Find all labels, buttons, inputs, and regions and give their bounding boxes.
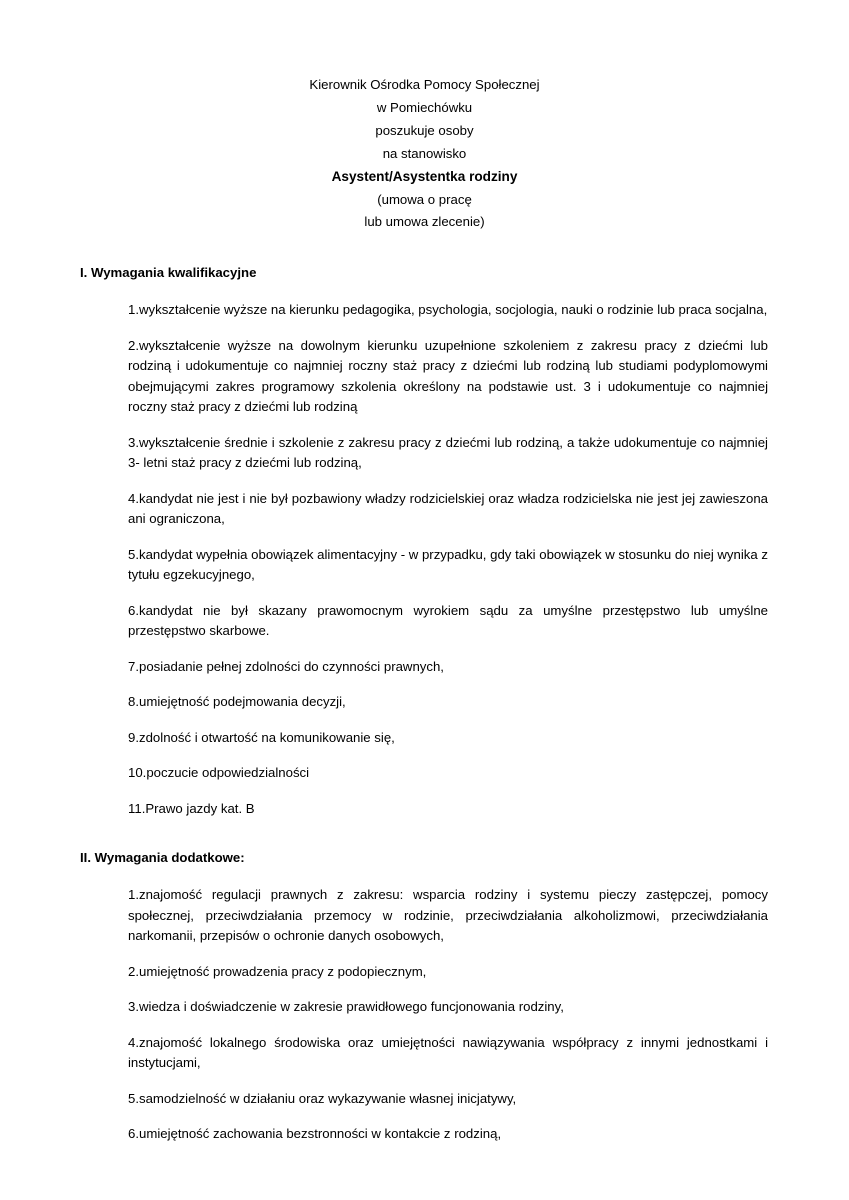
header-line-6: (umowa o pracę [377,191,472,207]
section-qualification-requirements [0,264,849,819]
requirement-item: 4.kandydat nie jest i nie był pozbawiony władzy rodzicielskiej oraz władza rodzicielska nie jest jej zawieszona ani ograniczona, [128,490,768,527]
header-line-7: lub umowa zlecenie) [364,214,485,230]
requirement-item: 10.poczucie odpowiedzialności [128,765,310,781]
requirement-item: 3.wiedza i doświadczenie w zakresie prawidłowego funcjonowania rodziny, [128,999,564,1015]
qualification-requirements-list [0,300,849,819]
requirement-item: 6.kandydat nie był skazany prawomocnym wyrokiem sądu za umyślne przestępstwo lub umyślne przestępstwo skarbowe. [128,602,768,639]
requirement-item: 6.umiejętność zachowania bezstronności w kontakcie z rodziną, [128,1126,502,1142]
document-header [0,74,849,234]
header-line-4: na stanowisko [382,145,467,161]
requirement-item: 4.znajomość lokalnego środowiska oraz umiejętności nawiązywania współpracy z innymi jednostkami i instytucjami, [128,1034,768,1071]
requirement-item: 8.umiejętność podejmowania decyzji, [128,694,346,710]
section-additional-requirements [0,849,849,1145]
header-line-2: w Pomiechówku [376,99,473,115]
requirement-item: 11.Prawo jazdy kat. B [128,800,255,816]
requirement-item: 5.samodzielność w działaniu oraz wykazywanie własnej inicjatywy, [128,1090,517,1106]
additional-requirements-list [0,885,849,1145]
requirement-item: 5.kandydat wypełnia obowiązek alimentacyjny - w przypadku, gdy taki obowiązek w stosunku do niej wynika z tytułu egzekucyjnego, [128,546,768,583]
requirement-item: 1.wykształcenie wyższe na kierunku pedagogika, psychologia, socjologia, nauki o rodzinie lub praca socjalna, [128,302,768,318]
header-line-1: Kierownik Ośrodka Pomocy Społecznej [309,77,540,92]
requirement-item: 2.umiejętność prowadzenia pracy z podopiecznym, [128,963,427,979]
requirement-item: 3.wykształcenie średnie i szkolenie z zakresu pracy z dziećmi lub rodziną, a także udokumentuje co najmniej 3- letni staż pracy z dziećmi lub rodziną, [128,434,768,471]
header-line-3: poszukuje osoby [375,122,474,138]
requirement-item: 1.znajomość regulacji prawnych z zakresu: wsparcia rodziny i systemu pieczy zastępczej, pomocy społecznej, przeciwdziałania przemocy w rodzinie, przeciwdziałania alkoholizmowi, przeciwdziałania narkomanii, przepisów o ochronie danych osobowych, [128,887,768,944]
requirement-item: 2.wykształcenie wyższe na dowolnym kierunku uzupełnione szkoleniem z zakresu pracy z dziećmi lub rodziną i udokumentuje co najmniej roczny staż pracy z dziećmi lub rodziną lub studiami podyplomowymi obejmującymi zakres programowy szkolenia określony na podstawie ust. 3 i udokumentuje co najmniej roczny staż pracy z dziećmi lub rodziną [128,337,768,415]
requirement-item: 9.zdolność i otwartość na komunikowanie się, [128,729,395,745]
header-line-5: Asystent/Asystentka rodziny [331,168,518,184]
section-heading-ii: II. Wymagania dodatkowe: [80,850,245,866]
requirement-item: 7.posiadanie pełnej zdolności do czynności prawnych, [128,658,444,674]
section-heading-i: I. Wymagania kwalifikacyjne [80,265,257,281]
